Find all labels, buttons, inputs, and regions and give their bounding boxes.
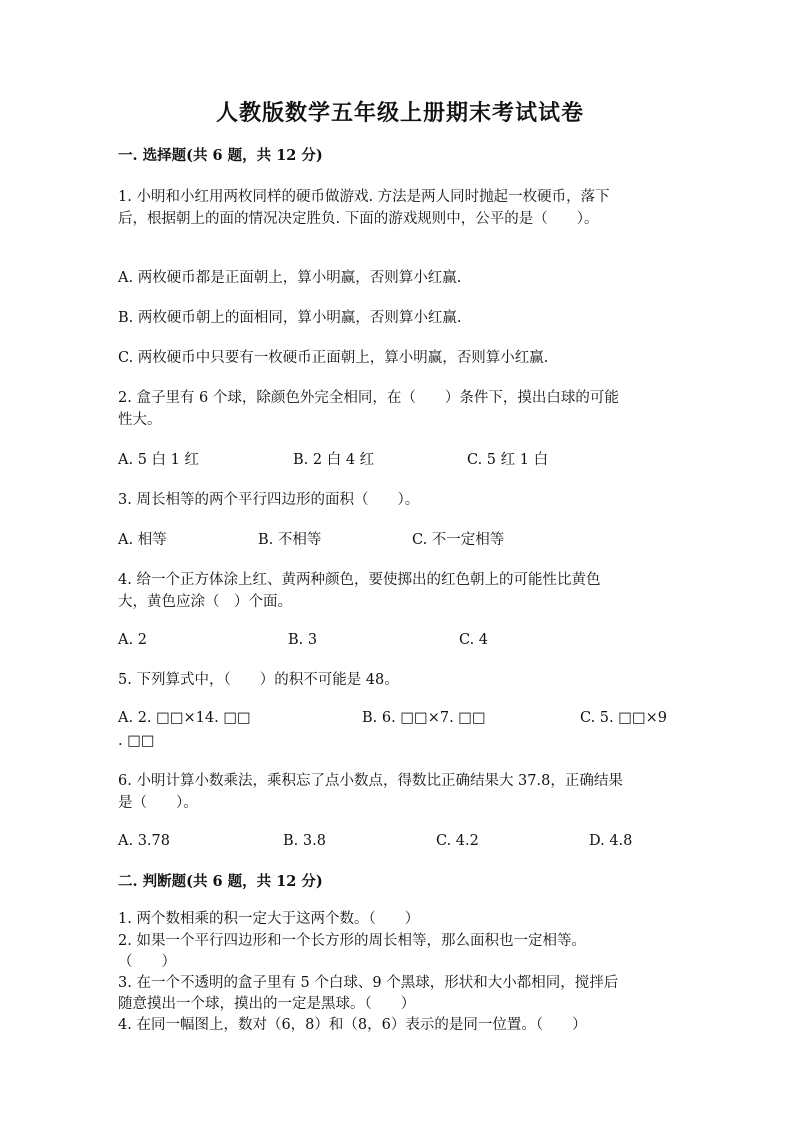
judgment-2-line-1: 2. 如果一个平行四边形和一个长方形的周长相等，那么面积也一定相等。 xyxy=(118,933,586,949)
question-1-option-a: A. 两枚硬币都是正面朝上，算小明赢，否则算小红赢. xyxy=(118,270,462,286)
section-heading-choice: 一. 选择题(共 6 题，共 12 分) xyxy=(118,147,323,164)
section-heading-judgment: 二. 判断题(共 6 题，共 12 分) xyxy=(118,873,323,890)
question-2-line-1: 2. 盒子里有 6 个球，除颜色外完全相同，在（ ）条件下，摸出白球的可能 xyxy=(118,390,619,406)
question-3-option-c: C. 不一定相等 xyxy=(412,532,505,548)
question-5-option-c: C. 5. □□×9 xyxy=(580,710,668,726)
question-2-option-a: A. 5 白 1 红 xyxy=(118,452,199,468)
question-4-line-1: 4. 给一个正方体涂上红、黄两种颜色，要使掷出的红色朝上的可能性比黄色 xyxy=(118,572,601,588)
question-1-option-c: C. 两枚硬币中只要有一枚硬币正面朝上，算小明赢，否则算小红赢. xyxy=(118,350,549,366)
question-4-line-2: 大，黄色应涂（ ）个面。 xyxy=(118,594,292,610)
question-6-option-a: A. 3.78 xyxy=(118,833,170,849)
question-3-option-a: A. 相等 xyxy=(118,532,167,548)
question-1-line-1: 1. 小明和小红用两枚同样的硬币做游戏. 方法是两人同时抛起一枚硬币，落下 xyxy=(118,189,610,205)
judgment-1: 1. 两个数相乘的积一定大于这两个数。（ ） xyxy=(118,911,420,927)
page-title: 人教版数学五年级上册期末考试试卷 xyxy=(215,100,584,126)
question-6-line-2: 是（ ）。 xyxy=(118,795,198,811)
question-4-option-a: A. 2 xyxy=(118,632,147,648)
question-2-option-b: B. 2 白 4 红 xyxy=(293,452,375,468)
question-1-option-b: B. 两枚硬币朝上的面相同，算小明赢，否则算小红赢. xyxy=(118,310,462,326)
question-6-line-1: 6. 小明计算小数乘法，乘积忘了点小数点，得数比正确结果大 37.8，正确结果 xyxy=(118,773,623,789)
question-3-option-b: B. 不相等 xyxy=(258,532,322,548)
question-5-line-1: 5. 下列算式中，（ ）的积不可能是 48。 xyxy=(118,672,399,688)
question-4-option-b: B. 3 xyxy=(288,632,318,648)
question-6-option-d: D. 4.8 xyxy=(589,833,633,849)
question-1-line-2: 后，根据朝上的面的情况决定胜负. 下面的游戏规则中，公平的是（ ）。 xyxy=(118,211,599,227)
question-6-option-b: B. 3.8 xyxy=(283,833,326,849)
question-5-option-c-continued: . □□ xyxy=(118,733,155,749)
question-2-line-2: 性大。 xyxy=(118,412,162,428)
question-4-option-c: C. 4 xyxy=(459,632,489,648)
question-6-option-c: C. 4.2 xyxy=(436,833,479,849)
question-5-option-b: B. 6. □□×7. □□ xyxy=(362,710,486,726)
question-2-option-c: C. 5 红 1 白 xyxy=(467,452,549,468)
judgment-2-line-2: （ ） xyxy=(118,954,176,970)
judgment-4: 4. 在同一幅图上，数对（6，8）和（8，6）表示的是同一位置。（ ） xyxy=(118,1017,587,1033)
judgment-3-line-2: 随意摸出一个球，摸出的一定是黑球。（ ） xyxy=(118,996,416,1012)
question-5-option-a: A. 2. □□×14. □□ xyxy=(118,710,251,726)
question-3-line-1: 3. 周长相等的两个平行四边形的面积（ ）。 xyxy=(118,492,420,508)
judgment-3-line-1: 3. 在一个不透明的盒子里有 5 个白球、9 个黑球，形状和大小都相同，搅拌后 xyxy=(118,975,619,991)
